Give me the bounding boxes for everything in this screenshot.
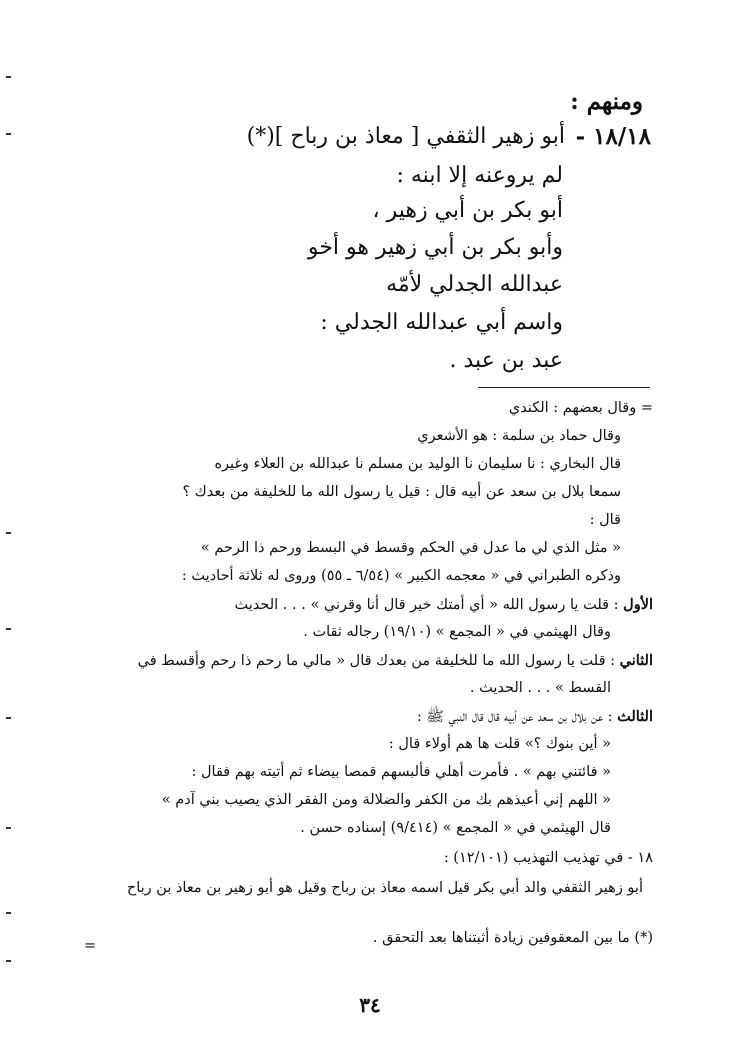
- main-line: وأبو بكر بن أبي زهير هو أخو: [307, 235, 563, 260]
- note-line: وقال الهيثمي في « المجمع » (١٩/١٠) رجاله ثقات .: [303, 624, 611, 640]
- hadith-second-text: : قلت يا رسول الله ما للخليفة من بعدك قال « مالي ما رحم ذا رحم وأقسط في: [137, 653, 616, 669]
- note-line: سمعا بلال بن سعد عن أبيه قال : قيل يا رسول الله ما للخليفة من بعدك ؟: [182, 484, 621, 500]
- note-line: قال البخاري : نا سليمان نا الوليد بن مسلم نا عبدالله بن العلاء وغيره: [214, 456, 621, 472]
- edge-mark: [6, 717, 11, 719]
- edge-mark: [6, 628, 11, 630]
- note-line: أبو زهير الثقفي والد أبي بكر قيل اسمه معاذ بن رباح وقيل هو أبو زهير بن معاذ بن رباح: [126, 880, 643, 896]
- main-line: عبد بن عبد .: [449, 348, 563, 373]
- note-line: قال :: [589, 512, 621, 528]
- entry-number: ١٨/١٨ -: [575, 123, 651, 150]
- entry-title: أبو زهير الثقفي [ معاذ بن رباح ](*): [246, 124, 565, 149]
- note-line: وذكره الطبراني في « معجمه الكبير » (٦/٥٤ ـ ٥٥) وروى له ثلاثة أحاديث :: [181, 568, 621, 584]
- note-line: = وقال بعضهم : الكندي: [508, 400, 653, 416]
- note-line: وقال حماد بن سلمة : هو الأشعري: [417, 428, 621, 444]
- page-number: ٣٤: [359, 993, 381, 1017]
- edge-mark: [6, 133, 11, 135]
- hadith-third-text: : عن بلال بن سعد عن أبيه قال قال النبي ﷺ :: [416, 709, 613, 725]
- hadith-first-label: الأول: [623, 596, 653, 613]
- hadith-third: [417, 708, 653, 729]
- section-heading: ومنهم :: [570, 88, 643, 115]
- note-line: القسط » . . . الحديث .: [469, 680, 611, 696]
- edge-mark: [6, 827, 11, 829]
- hadith-second: [138, 652, 653, 669]
- note-line: « مثل الذي لي ما عدل في الحكم وقسط في البسط ورحم ذا الرحم »: [200, 540, 621, 556]
- main-line: لم يروعنه إلا ابنه :: [396, 163, 563, 188]
- hadith-third-label: الثالث: [617, 708, 653, 725]
- edge-mark: [6, 76, 11, 78]
- footnote-mark: =: [84, 938, 97, 954]
- note-line: « أين بنوك ؟» قلت ها هم أولاء قال :: [388, 736, 611, 752]
- separator-rule: [478, 387, 650, 388]
- footnote: (*) ما بين المعقوفين زيادة أثبتناها بعد التحقق .: [372, 930, 653, 946]
- hadith-first: [235, 596, 654, 613]
- edge-mark: [6, 532, 11, 534]
- edge-mark: [6, 960, 11, 962]
- note-line: قال الهيثمي في « المجمع » (٩/٤١٤) إسناده حسن .: [300, 820, 611, 836]
- main-line: أبو بكر بن أبي زهير ،: [372, 198, 563, 223]
- main-line: واسم أبي عبدالله الجدلي :: [320, 310, 563, 335]
- hadith-first-text: : قلت يا رسول الله « أي أمتك خير قال أنا وقرني » . . . الحديث: [234, 597, 619, 613]
- note-line: ١٨ - في تهذيب التهذيب (١٢/١٠١) :: [443, 850, 653, 866]
- note-line: « فائتني بهم » . فأمرت أهلي فألبسهم قمصا بيضاء ثم أتيته بهم فقال :: [191, 764, 611, 780]
- main-line: عبدالله الجدلي لأمّه: [386, 272, 563, 297]
- edge-mark: [6, 912, 11, 914]
- hadith-second-label: الثاني: [619, 652, 653, 669]
- note-line: « اللهم إني أعيذهم بك من الكفر والضلالة ومن الفقر الذي يصيب بني آدم »: [161, 792, 611, 808]
